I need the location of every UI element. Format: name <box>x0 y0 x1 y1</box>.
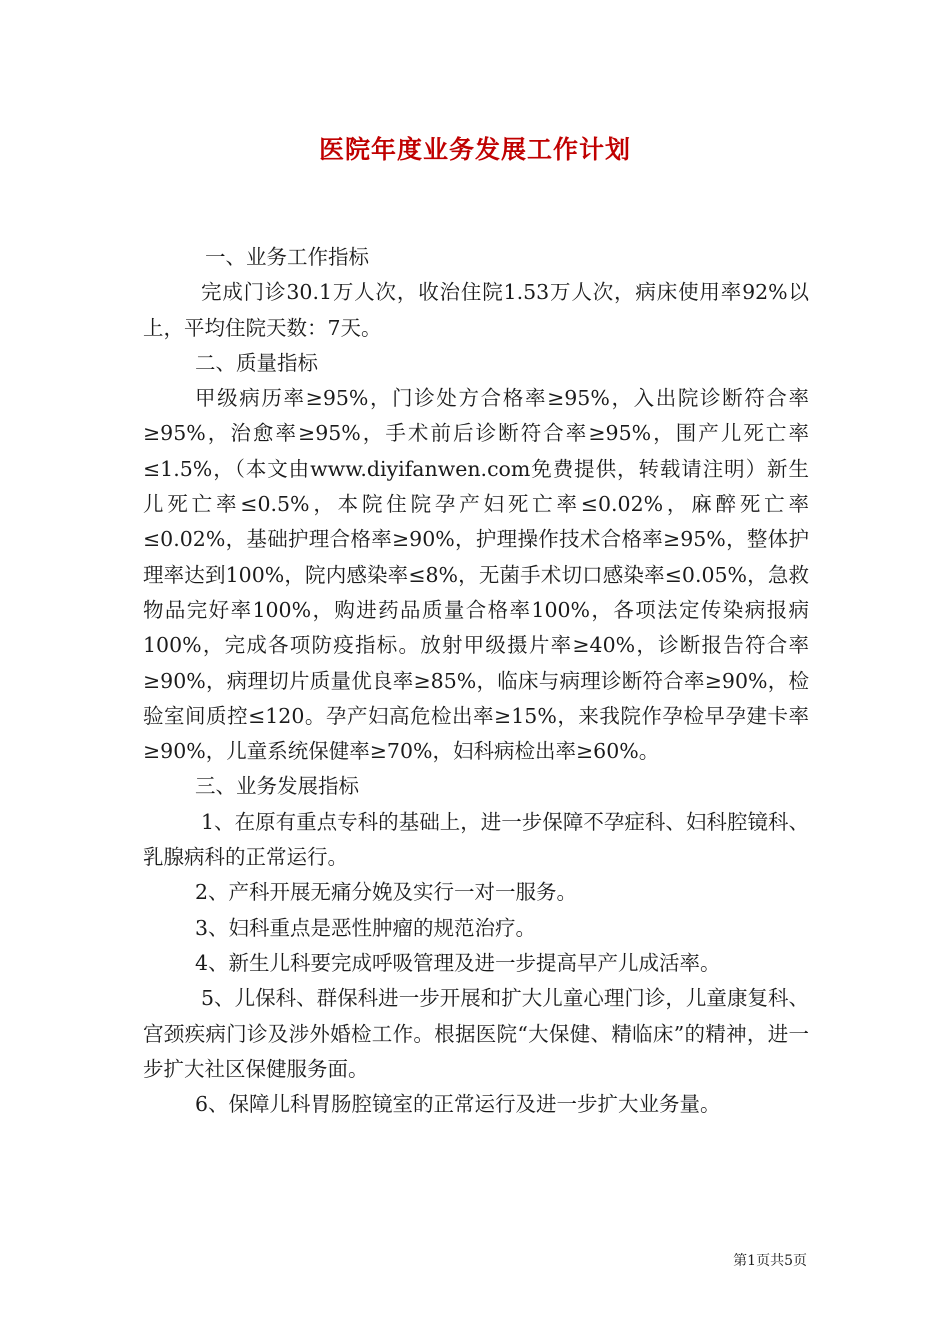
list-item: 3、妇科重点是恶性肿瘤的规范治疗。 <box>195 915 537 940</box>
page-number: 第1页共5页 <box>733 1253 807 1269</box>
document-title: 医院年度业务发展工作计划 <box>318 135 631 164</box>
document-body <box>143 240 809 1122</box>
list-item: 6、保障儿科胃肠腔镜室的正常运行及进一步扩大业务量。 <box>195 1092 721 1117</box>
section-2-paragraph: 甲级病历率≥95%，门诊处方合格率≥95%，入出院诊断符合率≥95%，治愈率≥95%，手术前后诊断符合率≥95%，围产儿死亡率≤1.5%，（本文由www.diyifanwen.com免费提供，转载请注明）新生儿死亡率≤0.5%，本院住院孕产妇死亡率≤0.02%，麻醉死亡率≤0.02%，基础护理合格率≥90%，护理操作技术合格率≥95%，整体护理率达到100%，院内感染率≤8%，无菌手术切口感染率≤0.05%，急救物品完好率100%，购进药品质量合格率100%，各项法定传染病报病100%，完成各项防疫指标。放射甲级摄片率≥40%，诊断报告符合率≥90%，病理切片质量优良率≥85%，临床与病理诊断符合率≥90%，检验室间质控≤120。孕产妇高危检出率≥15%，来我院作孕检早孕建卡率≥90%，儿童系统保健率≥70%，妇科病检出率≥60%。 <box>143 386 809 764</box>
list-item: 5、儿保科、群保科进一步开展和扩大儿童心理门诊，儿童康复科、宫颈疾病门诊及涉外婚检工作。根据医院“大保健、精临床”的精神，进一步扩大社区保健服务面。 <box>143 986 809 1081</box>
section-1-paragraph: 完成门诊30.1万人次，收治住院1.53万人次，病床使用率92%以上，平均住院天数：7天。 <box>143 280 809 340</box>
section-heading-3: 三、业务发展指标 <box>195 774 359 799</box>
list-item: 4、新生儿科要完成呼吸管理及进一步提高早产儿成活率。 <box>195 950 721 975</box>
list-item: 2、产科开展无痛分娩及实行一对一服务。 <box>195 880 578 905</box>
section-heading-2: 二、质量指标 <box>195 350 318 375</box>
section-heading-1: 一、业务工作指标 <box>205 245 369 269</box>
list-item: 1、在原有重点专科的基础上，进一步保障不孕症科、妇科腔镜科、乳腺病科的正常运行。 <box>143 809 809 870</box>
